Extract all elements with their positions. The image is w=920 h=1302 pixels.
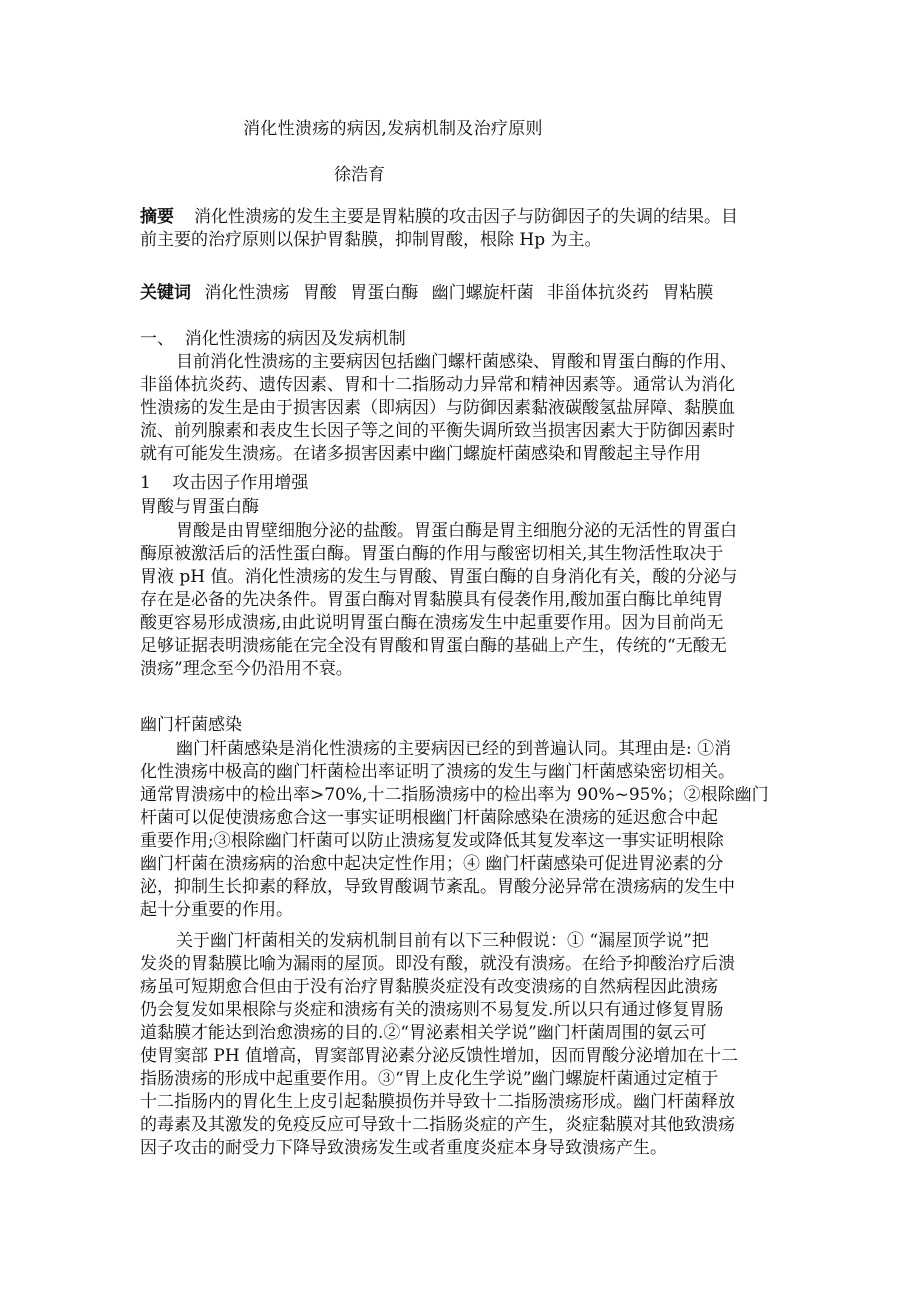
paragraph-line: 足够证据表明溃疡能在完全没有胃酸和胃蛋白酶的基础上产生，传统的“无酸无 xyxy=(140,636,727,656)
paragraph-line: 酸更容易形成溃疡,由此说明胃蛋白酶在溃疡发生中起重要作用。因为目前尚无 xyxy=(140,613,724,633)
section-heading: 一、 消化性溃疡的病因及发病机制 xyxy=(140,329,406,349)
paragraph-line: 泌，抑制生长抑素的释放，导致胃酸调节紊乱。胃酸分泌异常在溃疡病的发生中 xyxy=(140,877,735,897)
paragraph-line: 关于幽门杆菌相关的发病机制目前有以下三种假说：① “漏屋顶学说”把 xyxy=(176,931,709,951)
paragraph-line: 性溃疡的发生是由于损害因素（即病因）与防御因素黏液碳酸氢盐屏障、黏膜血 xyxy=(140,398,735,418)
paragraph-line: 的毒素及其激发的免疫反应可导致十二指肠炎症的产生，炎症黏膜对其他致溃疡 xyxy=(140,1115,735,1135)
paragraph-line: 胃酸是由胃壁细胞分泌的盐酸。胃蛋白酶是胃主细胞分泌的无活性的胃蛋白 xyxy=(176,521,737,541)
keyword: 消化性溃疡 xyxy=(204,283,290,303)
author-name: 徐浩育 xyxy=(334,165,385,185)
paragraph-etiology xyxy=(140,351,790,466)
paragraph-hypotheses xyxy=(140,930,790,1160)
keyword: 非甾体抗炎药 xyxy=(547,283,650,303)
paragraph-line: 因子攻击的耐受力下降导致溃疡发生或者重度炎症本身导致溃疡产生。 xyxy=(140,1138,667,1158)
paragraph-line: 化性溃疡中极高的幽门杆菌检出率证明了溃疡的发生与幽门杆菌感染密切相关。 xyxy=(140,762,735,782)
paragraph-acid xyxy=(140,520,790,681)
subsection-heading: 胃酸与胃蛋白酶 xyxy=(140,497,259,517)
abstract xyxy=(140,206,790,252)
paragraph-line: 通常胃溃疡中的检出率>70%,十二指肠溃疡中的检出率为 90%~95%；②根除幽门 xyxy=(140,785,769,805)
keywords-label: 关键词 xyxy=(140,283,191,303)
paragraph-line: 指肠溃疡的形成中起重要作用。③“胃上皮化生学说”幽门螺旋杆菌通过定植于 xyxy=(140,1069,719,1089)
paragraph-line: 幽门杆菌感染是消化性溃疡的主要病因已经的到普遍认同。其理由是: ①消 xyxy=(176,739,732,759)
paragraph-line: 胃液 pH 值。消化性溃疡的发生与胃酸、胃蛋白酶的自身消化有关，酸的分泌与 xyxy=(140,567,738,587)
paragraph-line: 溃疡”理念至今仍沿用不衰。 xyxy=(140,659,353,679)
document-title: 消化性溃疡的病因,发病机制及治疗原则 xyxy=(243,119,543,139)
paragraph-hp xyxy=(140,738,790,922)
paragraph-line: 使胃窦部 PH 值增高，胃窦部胃泌素分泌反馈性增加，因而胃酸分泌增加在十二 xyxy=(140,1046,739,1066)
paragraph-line: 道黏膜才能达到治愈溃疡的目的.②“胃泌素相关学说”幽门杆菌周围的氨云可 xyxy=(140,1023,707,1043)
keyword: 胃蛋白酶 xyxy=(350,283,419,303)
paragraph-line: 杆菌可以促使溃疡愈合这一事实证明根幽门杆菌除感染在溃疡的延迟愈合中起 xyxy=(140,808,718,828)
paragraph-line: 幽门杆菌在溃疡病的治愈中起决定性作用；④ 幽门杆菌感染可促进胃泌素的分 xyxy=(140,854,724,874)
paragraph-line: 流、前列腺素和表皮生长因子等之间的平衡失调所致当损害因素大于防御因素时 xyxy=(140,421,735,441)
paragraph-line: 存在是必备的先决条件。胃蛋白酶对胃黏膜具有侵袭作用,酸加蛋白酶比单纯胃 xyxy=(140,590,724,610)
paragraph-line: 目前消化性溃疡的主要病因包括幽门螺杆菌感染、胃酸和胃蛋白酶的作用、 xyxy=(176,352,737,372)
paragraph-line: 发炎的胃黏膜比喻为漏雨的屋顶。即没有酸，就没有溃疡。在给予抑酸治疗后溃 xyxy=(140,954,735,974)
abstract-line: 消化性溃疡的发生主要是胃粘膜的攻击因子与防御因子的失调的结果。目 xyxy=(194,207,738,227)
paragraph-line: 非甾体抗炎药、遗传因素、胃和十二指肠动力异常和精神因素等。通常认为消化 xyxy=(140,375,735,395)
paragraph-line: 起十分重要的作用。 xyxy=(140,900,293,920)
subsection-heading: 1 攻击因子作用增强 xyxy=(140,473,309,493)
keyword: 胃酸 xyxy=(302,283,337,303)
paragraph-line: 十二指肠内的胃化生上皮引起黏膜损伤并导致十二指肠溃疡形成。幽门杆菌释放 xyxy=(140,1092,735,1112)
subsection-heading: 幽门杆菌感染 xyxy=(140,715,242,735)
keyword: 胃粘膜 xyxy=(662,283,714,303)
paragraph-line: 重要作用;③根除幽门杆菌可以防止溃疡复发或降低其复发率这一事实证明根除 xyxy=(140,831,724,851)
paragraph-line: 酶原被激活后的活性蛋白酶。胃蛋白酶的作用与酸密切相关,其生物活性取决于 xyxy=(140,544,724,564)
abstract-label: 摘要 xyxy=(140,207,174,227)
abstract-line: 前主要的治疗原则以保护胃黏膜，抑制胃酸，根除 Hp 为主。 xyxy=(140,230,602,250)
paragraph-line: 仍会复发如果根除与炎症和溃疡有关的溃疡则不易复发.所以只有通过修复胃肠 xyxy=(140,1000,724,1020)
paragraph-line: 就有可能发生溃疡。在诸多损害因素中幽门螺旋杆菌感染和胃酸起主导作用 xyxy=(140,444,701,464)
keyword: 幽门螺旋杆菌 xyxy=(431,283,534,303)
keywords xyxy=(140,282,790,305)
paragraph-line: 疡虽可短期愈合但由于没有治疗胃黏膜炎症没有改变溃疡的自然病程因此溃疡 xyxy=(140,977,718,997)
